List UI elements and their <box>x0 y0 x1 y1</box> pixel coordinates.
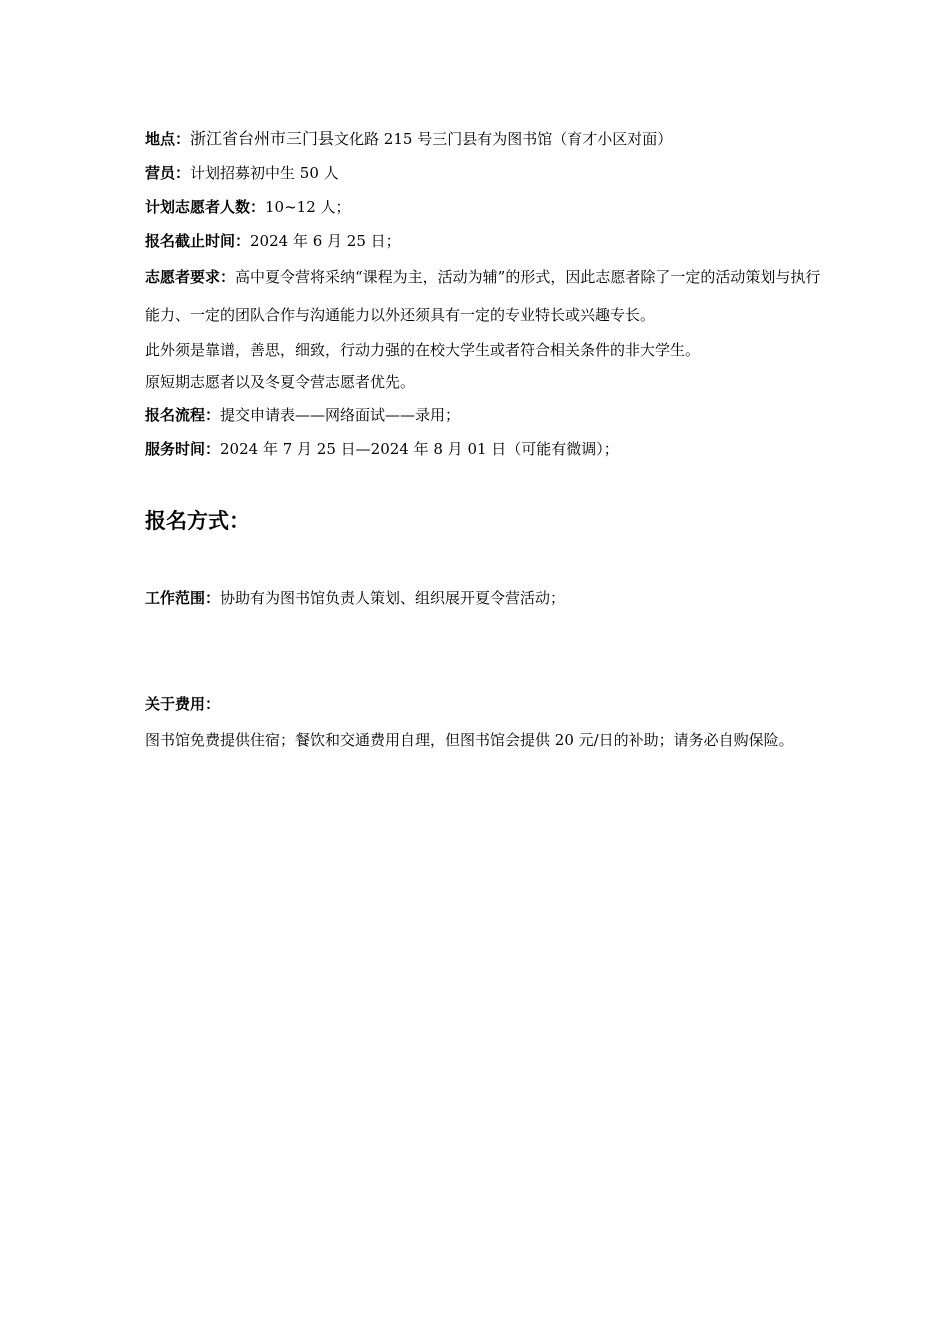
service-time-label: 服务时间： <box>145 440 221 458</box>
requirements-extra-2: 原短期志愿者以及冬夏令营志愿者优先。 <box>145 373 416 391</box>
spacer <box>145 615 825 687</box>
spacer <box>145 536 825 581</box>
requirements-extra-1: 此外须是靠谱，善思，细致，行动力强的在校大学生或者符合相关条件的非大学生。 <box>145 341 701 359</box>
service-time-line <box>145 432 825 466</box>
deadline-line <box>145 224 825 258</box>
location-province-city: 浙江省台州市三门县 <box>190 129 335 148</box>
campers-label: 营员： <box>145 164 191 182</box>
volunteer-count-line <box>145 190 825 224</box>
campers-value: 计划招募初中生 50 人 <box>190 164 339 182</box>
requirements-label: 志愿者要求： <box>145 268 236 286</box>
requirements-value: 高中夏令营将采纳“课程为主，活动为辅”的形式，因此志愿者除了一定的活动策划与执行能力、一定的团队合作与沟通能力以外还须具有一定的专业特长或兴趣专长。 <box>145 268 821 324</box>
campers-line <box>145 156 825 190</box>
document-body <box>145 122 825 759</box>
work-scope-label: 工作范围： <box>145 589 221 607</box>
process-line <box>145 398 825 432</box>
location-label: 地点： <box>145 130 191 148</box>
fees-label: 关于费用： <box>145 695 221 713</box>
fees-heading-line <box>145 687 825 721</box>
deadline-value: 2024 年 6 月 25 日； <box>250 232 401 250</box>
work-scope-line <box>145 581 825 615</box>
signup-heading: 报名方式： <box>145 509 250 533</box>
process-label: 报名流程： <box>145 406 221 424</box>
volunteer-count-value: 10~12 人； <box>265 198 351 216</box>
fees-paragraph: 图书馆免费提供住宿；餐饮和交通费用自理，但图书馆会提供 20 元/日的补助；请务必自购保险。 <box>145 731 794 749</box>
requirements-paragraph <box>145 258 825 334</box>
volunteer-count-label: 计划志愿者人数： <box>145 198 266 216</box>
deadline-label: 报名截止时间： <box>145 232 251 250</box>
work-scope-value: 协助有为图书馆负责人策划、组织展开夏令营活动； <box>220 589 566 607</box>
service-time-value: 2024 年 7 月 25 日—2024 年 8 月 01 日（可能有微调）； <box>220 440 619 458</box>
process-value: 提交申请表——网络面试——录用； <box>220 406 461 424</box>
location-line <box>145 122 825 156</box>
location-address: 文化路 215 号三门县有为图书馆（育才小区对面） <box>334 130 673 148</box>
